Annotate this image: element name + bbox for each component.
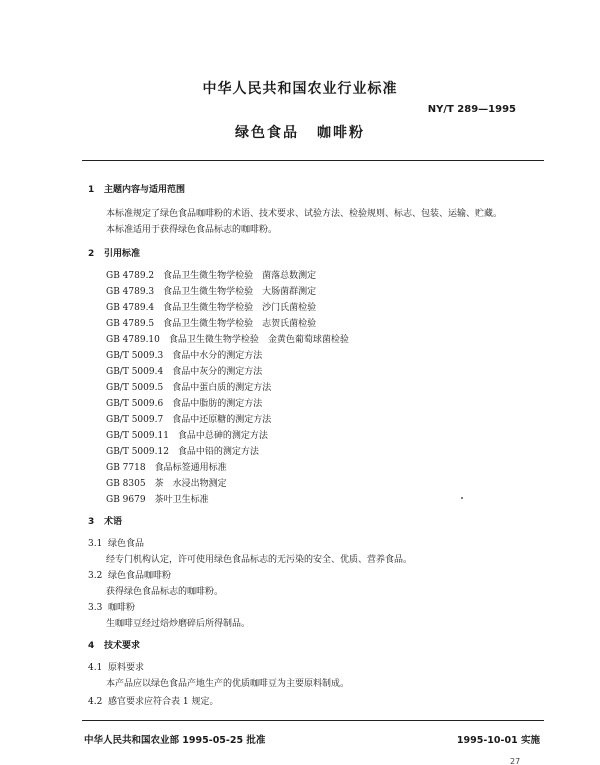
- section-title: 主题内容与适用范围: [104, 185, 186, 195]
- document-title-sub: 咖啡粉: [317, 125, 365, 141]
- clause-title: 绿色食品咖啡粉: [108, 571, 172, 581]
- clause-title: 绿色食品: [108, 539, 145, 549]
- section-number: 4: [88, 641, 95, 651]
- reference-item: GB 4789.10 食品卫生微生物学检验 金黄色葡萄球菌检验: [106, 335, 349, 345]
- section-number: 1: [88, 185, 95, 195]
- section-2-heading: [88, 246, 140, 259]
- term-3-3-heading: [88, 600, 135, 613]
- paragraph: 本标准规定了绿色食品咖啡粉的术语、技术要求、试验方法、检验规则、标志、包装、运输、贮藏。: [106, 209, 503, 219]
- footer-rule: [82, 720, 544, 721]
- section-4-heading: [88, 638, 140, 651]
- clause-4-2-heading: [88, 694, 218, 707]
- clause-number: 4.1: [88, 663, 103, 673]
- reference-item: GB 4789.3 食品卫生微生物学检验 大肠菌群测定: [106, 287, 317, 297]
- reference-item: GB/T 5009.11 食品中总砷的测定方法: [106, 431, 268, 441]
- issuing-authority-title: 中华人民共和国农业行业标准: [202, 81, 398, 97]
- reference-item: GB/T 5009.4 食品中灰分的测定方法: [106, 367, 263, 377]
- scan-speck: [461, 497, 463, 499]
- section-number: 3: [88, 517, 95, 527]
- section-1-heading: [88, 182, 185, 195]
- document-title: [0, 122, 600, 142]
- reference-item: GB/T 5009.7 食品中还原糖的测定方法: [106, 415, 272, 425]
- page-number: 27: [510, 758, 521, 765]
- reference-item: GB 4789.5 食品卫生微生物学检验 志贺氏菌检验: [106, 319, 317, 329]
- approval-line: 中华人民共和国农业部 1995-05-25 批准: [84, 735, 266, 746]
- term-definition: 经专门机构认定，许可使用绿色食品标志的无污染的安全、优质、营养食品。: [106, 555, 413, 565]
- section-title: 引用标准: [104, 249, 141, 259]
- clause-number: 4.2: [88, 697, 103, 707]
- header-rule: [82, 160, 544, 161]
- term-3-2-heading: [88, 568, 171, 581]
- section-title: 术语: [104, 517, 123, 527]
- term-definition: 获得绿色食品标志的咖啡粉。: [106, 587, 224, 597]
- reference-item: GB/T 5009.12 食品中铅的测定方法: [106, 447, 259, 457]
- clause-title: 咖啡粉: [108, 603, 136, 613]
- clause-number: 3.3: [88, 603, 103, 613]
- section-number: 2: [88, 249, 95, 259]
- term-definition: 生咖啡豆经过焙炒磨碎后所得制品。: [106, 619, 251, 629]
- clause-4-1-heading: [88, 660, 144, 673]
- clause-number: 3.1: [88, 539, 103, 549]
- clause-title: 原料要求: [108, 663, 145, 673]
- reference-item: GB 9679 茶叶卫生标准: [106, 495, 209, 505]
- paragraph: 本标准适用于获得绿色食品标志的咖啡粉。: [106, 225, 278, 235]
- standard-number: NY/T 289—1995: [427, 104, 516, 115]
- clause-title: 感官要求应符合表 1 规定。: [108, 697, 219, 707]
- reference-item: GB/T 5009.6 食品中脂肪的测定方法: [106, 399, 263, 409]
- clause-number: 3.2: [88, 571, 103, 581]
- clause-text: 本产品应以绿色食品产地生产的优质咖啡豆为主要原料制成。: [106, 679, 350, 689]
- reference-item: GB/T 5009.3 食品中水分的测定方法: [106, 351, 263, 361]
- section-3-heading: [88, 514, 122, 527]
- reference-item: GB/T 5009.5 食品中蛋白质的测定方法: [106, 383, 272, 393]
- document-title-main: 绿色食品: [235, 125, 299, 141]
- term-3-1-heading: [88, 536, 144, 549]
- reference-item: GB 8305 茶 水浸出物测定: [106, 479, 227, 489]
- reference-item: GB 7718 食品标签通用标准: [106, 463, 227, 473]
- section-title: 技术要求: [104, 641, 141, 651]
- implementation-date: 1995-10-01 实施: [456, 735, 540, 746]
- reference-item: GB 4789.4 食品卫生微生物学检验 沙门氏菌检验: [106, 303, 317, 313]
- reference-item: GB 4789.2 食品卫生微生物学检验 菌落总数测定: [106, 271, 317, 281]
